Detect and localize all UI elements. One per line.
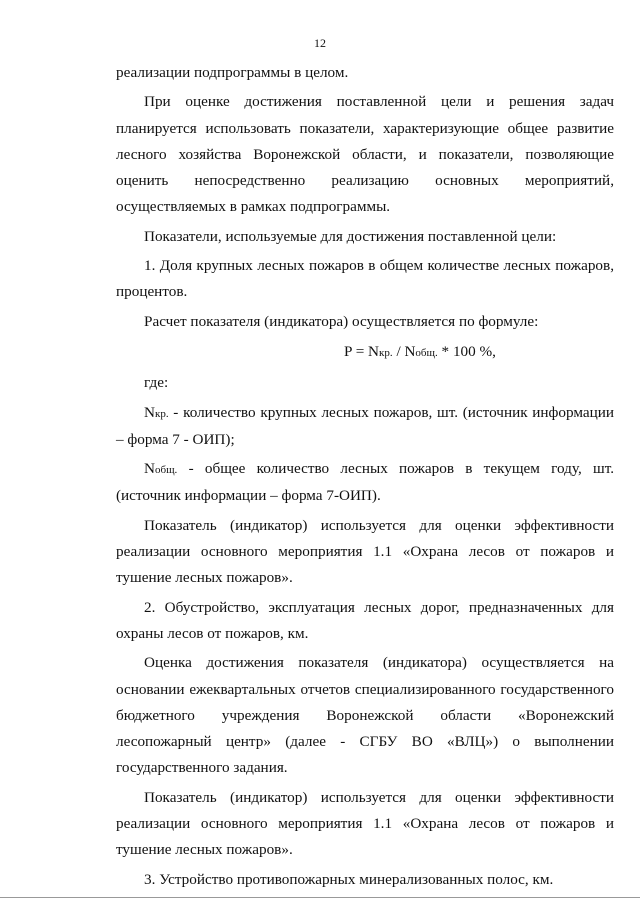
formula-lhs: P = N bbox=[344, 342, 380, 360]
def1-text: - количество крупных лесных пожаров, шт. (источник информации – форма 7 - ОИП); bbox=[116, 403, 614, 448]
definition-n-obsh bbox=[116, 456, 614, 510]
indicator-3-title: 3. Устройство противопожарных минерализованных полос, км. bbox=[144, 870, 554, 888]
paragraph-3: Показатели, используемые для достижения поставленной цели: bbox=[144, 227, 557, 245]
formula-sub-obsh: общ. bbox=[415, 346, 438, 359]
paragraph-2: При оценке достижения поставленной цели и решения задач планируется использовать показатели, характеризующие общее развитие лесного хозяйства Воронежской области, и показатели, позволяющие оценить непосредственно реализацию основных мероприятий, осуществляемых в рамках подпрограммы. bbox=[116, 93, 614, 216]
formula-mid: / N bbox=[392, 342, 416, 360]
def1-subscript: кр. bbox=[154, 407, 169, 420]
paragraph-9: Показатель (индикатор) используется для оценки эффективности реализации основного мероприятия 1.1 «Охрана лесов от пожаров и тушение лесных пожаров». bbox=[116, 788, 614, 859]
formula-rhs: * 100 %, bbox=[437, 342, 496, 360]
paragraph-6: Показатель (индикатор) используется для оценки эффективности реализации основного мероприятия 1.1 «Охрана лесов от пожаров и тушение лесных пожаров». bbox=[116, 516, 614, 587]
formula-sub-kr: кр. bbox=[379, 346, 393, 359]
definition-n-kr bbox=[116, 400, 614, 454]
def2-text: - общее количество лесных пожаров в текущем году, шт. (источник информации – форма 7-ОИП). bbox=[116, 460, 614, 505]
paragraph-8: Оценка достижения показателя (индикатора) осуществляется на основании ежеквартальных отчетов специализированного государственного бюджетного учреждения Воронежской области «Воронежский лесопожарный центр» (далее - СГБУ ВО «ВЛЦ») о выполнении государственного задания. bbox=[116, 654, 614, 777]
document-body bbox=[116, 60, 614, 893]
paragraph-1: реализации подпрограммы в целом. bbox=[116, 64, 349, 81]
page-bottom-edge bbox=[0, 897, 640, 898]
indicator-1-title: 1. Доля крупных лесных пожаров в общем количестве лесных пожаров, процентов. bbox=[116, 257, 614, 301]
def1-symbol: N bbox=[144, 403, 155, 421]
formula bbox=[116, 339, 614, 366]
paragraph-formula-intro: Расчет показателя (индикатора) осуществляется по формуле: bbox=[144, 312, 539, 330]
where-label: где: bbox=[144, 374, 169, 392]
indicator-2-title: 2. Обустройство, эксплуатация лесных дорог, предназначенных для охраны лесов от пожаров, км. bbox=[116, 598, 614, 642]
def2-subscript: общ. bbox=[154, 464, 178, 477]
def2-symbol: N bbox=[144, 460, 155, 478]
page-number: 12 bbox=[314, 36, 326, 50]
